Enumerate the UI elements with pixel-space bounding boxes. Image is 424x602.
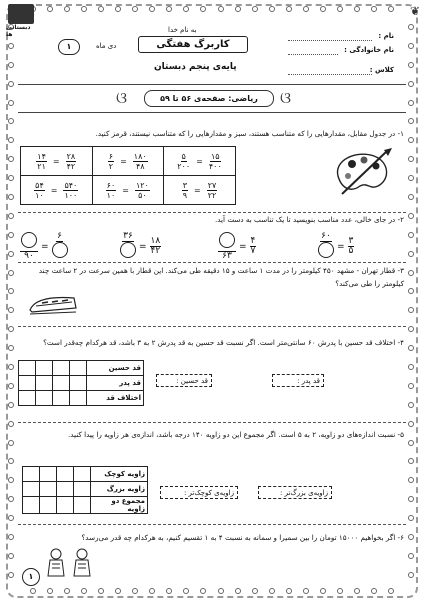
border-dot xyxy=(408,477,414,483)
blank-cell[interactable] xyxy=(36,361,53,376)
border-dot xyxy=(200,6,206,12)
border-dot xyxy=(8,251,14,257)
header-divider xyxy=(18,84,406,85)
table-row xyxy=(19,391,144,406)
fraction: ۶ xyxy=(52,232,68,261)
blank-cell[interactable] xyxy=(70,361,87,376)
border-dots-bottom xyxy=(30,588,394,596)
border-dot xyxy=(8,62,14,68)
blank-cell[interactable] xyxy=(70,391,87,406)
border-dot xyxy=(8,515,14,521)
border-dot xyxy=(337,6,343,12)
family-line xyxy=(288,54,338,55)
border-dots-top xyxy=(30,6,394,14)
blank-circle[interactable] xyxy=(52,242,68,258)
right-fraction xyxy=(207,181,218,200)
q3-divider xyxy=(18,326,406,327)
numerator: ۶ xyxy=(108,151,114,161)
school-logo: دبستانی ها xyxy=(4,2,38,36)
border-dot xyxy=(408,62,414,68)
border-dot xyxy=(286,588,292,594)
border-dot xyxy=(408,496,414,502)
class-line xyxy=(288,74,372,75)
blank-cell[interactable] xyxy=(40,482,57,497)
border-dot xyxy=(183,588,189,594)
border-dot xyxy=(81,588,87,594)
blank-circle[interactable] xyxy=(219,232,235,248)
border-dot xyxy=(8,213,14,219)
border-dot xyxy=(98,588,104,594)
topic-banner: ریاضی: صفحه‌ی ۵۶ تا ۵۹ xyxy=(144,90,274,107)
border-dot xyxy=(132,588,138,594)
border-dot xyxy=(371,588,377,594)
question-6: ۶- اگر بخواهیم ۱۵۰۰۰ تومان را بین سمیرا و سمانه به نسبت ۴ به ۱ تقسیم کنیم، به هرکدام چه قدر می‌رسد؟ xyxy=(81,533,404,542)
blank-cell[interactable] xyxy=(57,467,74,482)
border-dot xyxy=(303,588,309,594)
numerator: ۳ xyxy=(182,180,187,190)
border-dot xyxy=(269,588,275,594)
border-dot xyxy=(269,6,275,12)
denominator: ۲ xyxy=(108,161,114,171)
father-height-box[interactable]: قد پدر : xyxy=(272,374,324,387)
border-dot xyxy=(8,534,14,540)
border-dot xyxy=(408,288,414,294)
leaf-icon: ❦ xyxy=(409,4,420,18)
border-dot xyxy=(388,588,394,594)
denominator: ۲۱ xyxy=(37,161,46,171)
family-label: نام خانوادگی : xyxy=(344,46,394,54)
border-dot xyxy=(408,213,414,219)
left-fraction xyxy=(177,152,190,171)
blank-cell[interactable] xyxy=(70,376,87,391)
blank-cell[interactable] xyxy=(74,497,91,514)
right-fraction xyxy=(135,181,150,200)
numerator: ۵ xyxy=(181,151,186,161)
small-angle-box[interactable]: زاویه‌ی کوچک‌تر : xyxy=(160,486,238,499)
row-label: قد پدر xyxy=(87,376,144,391)
border-dot xyxy=(8,288,14,294)
blank-cell[interactable] xyxy=(36,376,53,391)
numerator: ۵۴۰ xyxy=(64,180,78,190)
class-label: کلاس : xyxy=(369,66,394,74)
blank-circle[interactable] xyxy=(21,232,37,248)
border-dot xyxy=(408,307,414,313)
border-dot xyxy=(408,43,414,49)
border-dot xyxy=(408,194,414,200)
border-dot xyxy=(8,137,14,143)
ratio-table xyxy=(20,146,236,205)
denominator: ۴۰۰ xyxy=(208,161,222,171)
row-label: قد حسین xyxy=(87,361,144,376)
numerator: ۱۵ xyxy=(210,151,220,161)
blank-cell[interactable] xyxy=(74,482,91,497)
border-dot xyxy=(408,534,414,540)
name-label: نام : xyxy=(378,32,394,40)
border-dot xyxy=(408,421,414,427)
border-dot xyxy=(8,402,14,408)
border-dot xyxy=(149,6,155,12)
border-dot xyxy=(354,6,360,12)
week-number: ۱ xyxy=(58,39,80,55)
border-dot xyxy=(252,588,258,594)
border-dot xyxy=(408,81,414,87)
blank-cell[interactable] xyxy=(19,361,36,376)
left-fraction xyxy=(182,181,188,200)
border-dot xyxy=(218,6,224,12)
border-dot xyxy=(218,588,224,594)
blank-cell[interactable] xyxy=(40,497,57,514)
border-dot xyxy=(8,421,14,427)
ratio-cell[interactable]: $\frac{۳}{۹}$ = $\frac{۲۷}{۲۲}$ xyxy=(164,176,236,205)
proportion-equation: ۳۶ = $\frac{۱۸}{۴۲}$ xyxy=(120,232,161,261)
border-dot xyxy=(354,588,360,594)
train-icon xyxy=(28,292,78,316)
denominator: ۲۲ xyxy=(207,190,217,200)
left-fraction xyxy=(34,181,45,200)
border-dot xyxy=(98,6,104,12)
border-dot xyxy=(8,81,14,87)
table-row xyxy=(23,482,148,497)
row-label: زاویه کوچک xyxy=(91,467,148,482)
border-dot xyxy=(320,6,326,12)
q4-divider xyxy=(18,422,406,423)
fraction: ۶۳ xyxy=(218,232,236,261)
border-dot xyxy=(408,553,414,559)
border-dot xyxy=(408,270,414,276)
border-dot xyxy=(8,232,14,238)
proportion-equation: ۶۰ = $\frac{۳}{۵}$ xyxy=(318,232,354,261)
hossein-height-box[interactable]: قد حسین : xyxy=(156,374,212,387)
row-label: اختلاف قد xyxy=(87,391,144,406)
fraction: $\frac{۱۸}{۴۲}$ xyxy=(150,236,161,256)
border-dot xyxy=(408,24,414,30)
border-dot xyxy=(8,496,14,502)
question-4: ۴- اختلاف قد حسین با پدرش ۶۰ سانتی‌متر است. اگر نسبت قد حسین به قد پدرش ۲ به ۳ باشد، قد هرکدام چه‌قدر است؟ xyxy=(43,338,404,347)
border-dot xyxy=(115,6,121,12)
border-dots-left xyxy=(8,24,16,578)
border-dot xyxy=(64,588,70,594)
border-dot xyxy=(408,137,414,143)
table-row xyxy=(19,361,144,376)
butterfly-icon: ଓ xyxy=(280,88,292,107)
blank-cell[interactable] xyxy=(19,376,36,391)
border-dot xyxy=(47,6,53,12)
denominator: ۱۰۰ xyxy=(64,190,78,200)
border-dot xyxy=(235,588,241,594)
border-dot xyxy=(8,477,14,483)
border-dot xyxy=(408,383,414,389)
border-dot xyxy=(8,345,14,351)
border-dot xyxy=(303,6,309,12)
border-dot xyxy=(408,572,414,578)
border-dot xyxy=(8,440,14,446)
border-dot xyxy=(81,6,87,12)
fraction: ۶۰ xyxy=(318,232,334,261)
month: دی ماه xyxy=(96,42,117,50)
butterfly-icon: ଓ xyxy=(116,88,128,107)
blank-cell[interactable] xyxy=(57,482,74,497)
blank-cell[interactable] xyxy=(53,376,70,391)
q5-divider xyxy=(18,524,406,525)
denominator: ۱۰ xyxy=(106,190,116,200)
question-2: ۲- در جای خالی، عدد مناسب بنویسید تا یک تناسب به دست آید. xyxy=(215,215,404,224)
question-5: ۵- نسبت اندازه‌های دو زاویه، ۲ به ۵ است. اگر مجموع این دو زاویه ۱۴۰ درجه باشد، اندازه‌ی هر زاویه را پیدا کنید. xyxy=(68,430,404,439)
table-row xyxy=(23,467,148,482)
q5-table xyxy=(22,466,148,514)
border-dot xyxy=(47,588,53,594)
numerator: ۲۷ xyxy=(207,180,217,190)
border-dot xyxy=(408,156,414,162)
table-row xyxy=(21,176,236,205)
numerator: ۵۴ xyxy=(35,180,44,190)
numerator: ۱۴ xyxy=(37,151,46,161)
q1-divider xyxy=(18,212,406,213)
border-dot xyxy=(8,194,14,200)
border-dot xyxy=(132,6,138,12)
border-dot xyxy=(408,345,414,351)
children-icon xyxy=(40,548,100,582)
fraction: $\frac{۴}{۷}$ xyxy=(250,236,256,256)
border-dot xyxy=(8,307,14,313)
border-dot xyxy=(8,156,14,162)
numerator: ۶۰ xyxy=(106,180,116,190)
blank-circle[interactable] xyxy=(318,242,334,258)
paint-palette-icon xyxy=(330,146,394,198)
border-dot xyxy=(286,6,292,12)
blank-cell[interactable] xyxy=(40,467,57,482)
table-row xyxy=(23,497,148,514)
border-dot xyxy=(8,43,14,49)
border-dot xyxy=(408,232,414,238)
left-fraction xyxy=(106,181,117,200)
border-dot xyxy=(235,6,241,12)
ratio-cell[interactable]: $\frac{۶}{۲}$ = $\frac{۱۸۰}{۴۸}$ xyxy=(92,147,164,176)
border-dot xyxy=(30,588,36,594)
border-dot xyxy=(166,6,172,12)
blank-cell[interactable] xyxy=(23,482,40,497)
table-row xyxy=(19,376,144,391)
border-dot xyxy=(408,175,414,181)
blank-cell[interactable] xyxy=(57,497,74,514)
border-dot xyxy=(8,553,14,559)
border-dot xyxy=(408,118,414,124)
blank-cell[interactable] xyxy=(53,391,70,406)
row-label: زاویه بزرگ xyxy=(91,482,148,497)
border-dots-right xyxy=(408,24,416,578)
row-label: مجموع دو زاویه xyxy=(91,497,148,514)
right-fraction xyxy=(133,152,148,171)
left-fraction xyxy=(36,152,47,171)
border-dot xyxy=(408,515,414,521)
border-dot xyxy=(408,100,414,106)
blank-cell[interactable] xyxy=(23,497,40,514)
grade-label: پایه‌ی پنجم دبستان xyxy=(154,62,237,72)
q2-divider xyxy=(18,262,406,263)
border-dot xyxy=(115,588,121,594)
ratio-cell[interactable]: $\frac{۶۰}{۱۰}$ = $\frac{۱۲۰}{۵۰}$ xyxy=(92,176,164,205)
denominator: ۵۰ xyxy=(138,190,147,200)
border-dot xyxy=(8,100,14,106)
right-fraction xyxy=(63,181,78,200)
border-dot xyxy=(8,175,14,181)
border-dot xyxy=(8,364,14,370)
fraction: $\frac{۳}{۵}$ xyxy=(348,236,354,256)
border-dot xyxy=(8,572,14,578)
denominator: ۲۰۰ xyxy=(177,161,191,171)
border-dot xyxy=(408,326,414,332)
border-dot xyxy=(200,588,206,594)
blank-cell[interactable] xyxy=(23,467,40,482)
border-dot xyxy=(337,588,343,594)
right-fraction xyxy=(209,152,222,171)
denominator: ۱۰ xyxy=(35,190,44,200)
blank-circle[interactable] xyxy=(120,242,136,258)
basmala: به نام خدا xyxy=(168,26,197,34)
border-dot xyxy=(320,588,326,594)
fraction: ۹۰ xyxy=(20,232,38,261)
blank-cell[interactable] xyxy=(53,361,70,376)
ratio-cell[interactable]: $\frac{۵۴}{۱۰}$ = $\frac{۵۴۰}{۱۰۰}$ xyxy=(21,176,93,205)
proportion-equation: ۶۳ = $\frac{۴}{۷}$ xyxy=(218,232,256,261)
border-dot xyxy=(8,326,14,332)
fraction: ۳۶ xyxy=(120,232,136,261)
border-dot xyxy=(8,383,14,389)
topic-divider xyxy=(18,112,406,113)
border-dot xyxy=(8,118,14,124)
border-dot xyxy=(408,251,414,257)
border-dot xyxy=(8,458,14,464)
table-row xyxy=(21,147,236,176)
blank-cell[interactable] xyxy=(74,467,91,482)
border-dot xyxy=(183,6,189,12)
large-angle-box[interactable]: زاویه‌ی بزرگ‌تر : xyxy=(258,486,332,499)
border-dot xyxy=(388,6,394,12)
border-dot xyxy=(408,458,414,464)
numerator: ۱۸۰ xyxy=(133,151,147,161)
border-dot xyxy=(8,270,14,276)
blank-cell[interactable] xyxy=(19,391,36,406)
denominator: ۹ xyxy=(182,190,187,200)
border-dot xyxy=(149,588,155,594)
border-dot xyxy=(408,440,414,446)
name-line xyxy=(288,40,372,41)
question-1: ۱- در جدول مقابل، مقدارهایی را که متناسب هستند، سبز و مقدارهایی را که متناسب نیستند، قرمز کنید. xyxy=(95,129,404,138)
left-fraction xyxy=(108,152,114,171)
denominator: ۴۸ xyxy=(135,161,145,171)
border-dot xyxy=(252,6,258,12)
border-dot xyxy=(408,364,414,370)
question-3: ۳- قطار تهران - مشهد ۴۵۰ کیلومتر را در مدت ۱ ساعت و ۱۵ دقیقه طی می‌کند. این قطار با همین سرعت در ۲ ساعت چند کیلومتر را طی می‌کند؟ xyxy=(38,266,404,288)
border-dot xyxy=(166,588,172,594)
worksheet-title: کاربرگ هفتگی xyxy=(138,36,248,53)
proportion-equation: ۹۰ = ۶ xyxy=(20,232,68,261)
border-dot xyxy=(64,6,70,12)
numerator: ۲۸ xyxy=(66,151,76,161)
page-number: ۱ xyxy=(22,568,40,586)
right-fraction xyxy=(66,152,77,171)
numerator: ۱۲۰ xyxy=(135,180,149,190)
q4-table xyxy=(18,360,144,406)
border-dot xyxy=(371,6,377,12)
blank-cell[interactable] xyxy=(36,391,53,406)
border-dot xyxy=(408,402,414,408)
ratio-cell[interactable]: $\frac{۱۴}{۲۱}$ = $\frac{۲۸}{۴۲}$ xyxy=(21,147,93,176)
denominator: ۴۲ xyxy=(66,161,76,171)
ratio-cell[interactable]: $\frac{۵}{۲۰۰}$ = $\frac{۱۵}{۴۰۰}$ xyxy=(164,147,236,176)
